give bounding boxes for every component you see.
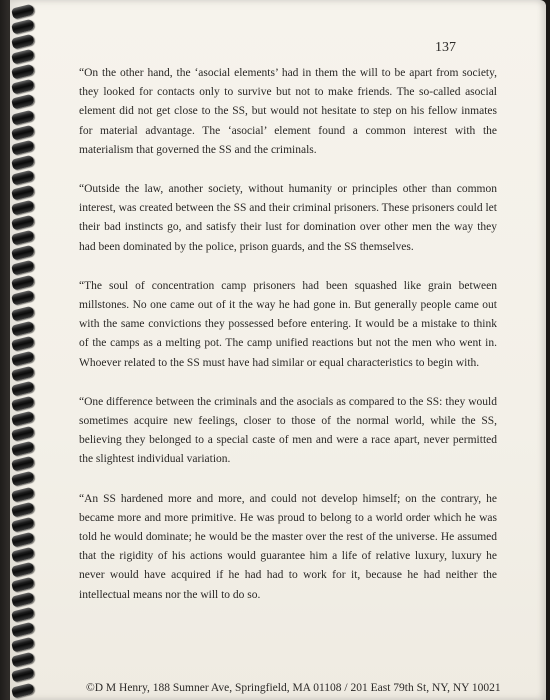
binding-coil bbox=[11, 124, 35, 140]
binding-coil bbox=[11, 682, 35, 698]
binding-coil bbox=[11, 350, 35, 366]
binding-coil bbox=[11, 667, 35, 683]
binding-coil bbox=[11, 576, 35, 592]
binding-coil bbox=[11, 546, 35, 562]
binding-coil bbox=[11, 365, 35, 381]
binding-coil bbox=[11, 531, 35, 547]
binding-coil bbox=[11, 426, 35, 442]
binding-coil bbox=[11, 471, 35, 487]
binding-coil bbox=[11, 335, 35, 351]
binding-coil bbox=[11, 79, 35, 95]
binding-coil bbox=[11, 230, 35, 246]
binding-coil bbox=[11, 184, 35, 200]
binding-coil bbox=[11, 215, 35, 231]
binding-coil bbox=[11, 64, 35, 80]
binding-coil bbox=[11, 411, 35, 427]
binding-coil bbox=[11, 49, 35, 65]
spiral-binding bbox=[10, 6, 40, 696]
binding-coil bbox=[11, 622, 35, 638]
binding-coil bbox=[11, 200, 35, 216]
binding-coil bbox=[11, 245, 35, 261]
paragraph-4: “One difference between the criminals and the asocials as compared to the SS: they would sometimes acquire new feelings, closer to those of the normal world, while the SS, believing they belonged to a special caste of men and were a race apart, never permitted the slightest individual variation. bbox=[79, 395, 497, 466]
paragraph-3: “The soul of concentration camp prisoners had been squashed like grain between millstones. No one came out of it the way he had gone in. But generally people came out with the same convictions they possessed before entering. It would be a mistake to think of the camps as a melting pot. The camp unified reactions but not the men who went in. Whoever related to the SS must have had similar or equal characteristics to begin with. bbox=[79, 279, 497, 369]
binding-coil bbox=[11, 169, 35, 185]
binding-coil bbox=[11, 305, 35, 321]
document-page bbox=[10, 0, 546, 700]
binding-coil bbox=[11, 260, 35, 276]
binding-coil bbox=[11, 637, 35, 653]
binding-coil bbox=[11, 486, 35, 502]
binding-coil bbox=[11, 94, 35, 110]
binding-coil bbox=[11, 396, 35, 412]
binding-coil bbox=[11, 275, 35, 291]
paragraph-5: “An SS hardened more and more, and could not develop himself; on the contrary, he became more and more primitive. He was proud to belong to a world order which he was told he would dominate; he would be the master over the rest of the universe. He assumed that the rigidity of his actions would guarantee him a life of relative luxury, luxury he never would have acquired if he had had to work for it, because he had neither the intellectual means nor the will to do so. bbox=[79, 492, 497, 601]
binding-coil bbox=[11, 290, 35, 306]
binding-coil bbox=[11, 592, 35, 608]
binding-coil bbox=[11, 501, 35, 517]
binding-coil bbox=[11, 652, 35, 668]
binding-coil bbox=[11, 109, 35, 125]
binding-coil bbox=[11, 441, 35, 457]
copyright-footer: ©D M Henry, 188 Sumner Ave, Springfield, MA 01108 / 201 East 79th St, NY, NY 10021 bbox=[86, 682, 501, 694]
binding-coil bbox=[11, 456, 35, 472]
binding-coil bbox=[11, 561, 35, 577]
binding-coil bbox=[11, 139, 35, 155]
binding-coil bbox=[11, 380, 35, 396]
binding-coil bbox=[11, 34, 35, 50]
binding-coil bbox=[11, 154, 35, 170]
binding-coil bbox=[11, 19, 35, 35]
page-number: 137 bbox=[435, 40, 456, 55]
paragraph-1: “On the other hand, the ‘asocial elements’ had in them the will to be apart from society, they looked for contacts only to survive but not to make friends. The so-called asocial element did not get close to the SS, but would not hesitate to step on his fellow inmates for material advantage. The ‘asocial’ element found a common interest with the materialism that governed the SS and the criminals. bbox=[79, 67, 497, 156]
binding-coil bbox=[11, 320, 35, 336]
binding-coil bbox=[11, 607, 35, 623]
paragraph-2: “Outside the law, another society, without humanity or principles other than common interest, was created between the SS and their criminal prisoners. These prisoners could let their bad instincts go, and satisfy their lust for domination over other men the way they had been dominated by the police, prison guards, and the SS themselves. bbox=[79, 183, 497, 253]
binding-coil bbox=[11, 4, 35, 20]
binding-coil bbox=[11, 516, 35, 532]
page-body bbox=[79, 64, 497, 625]
